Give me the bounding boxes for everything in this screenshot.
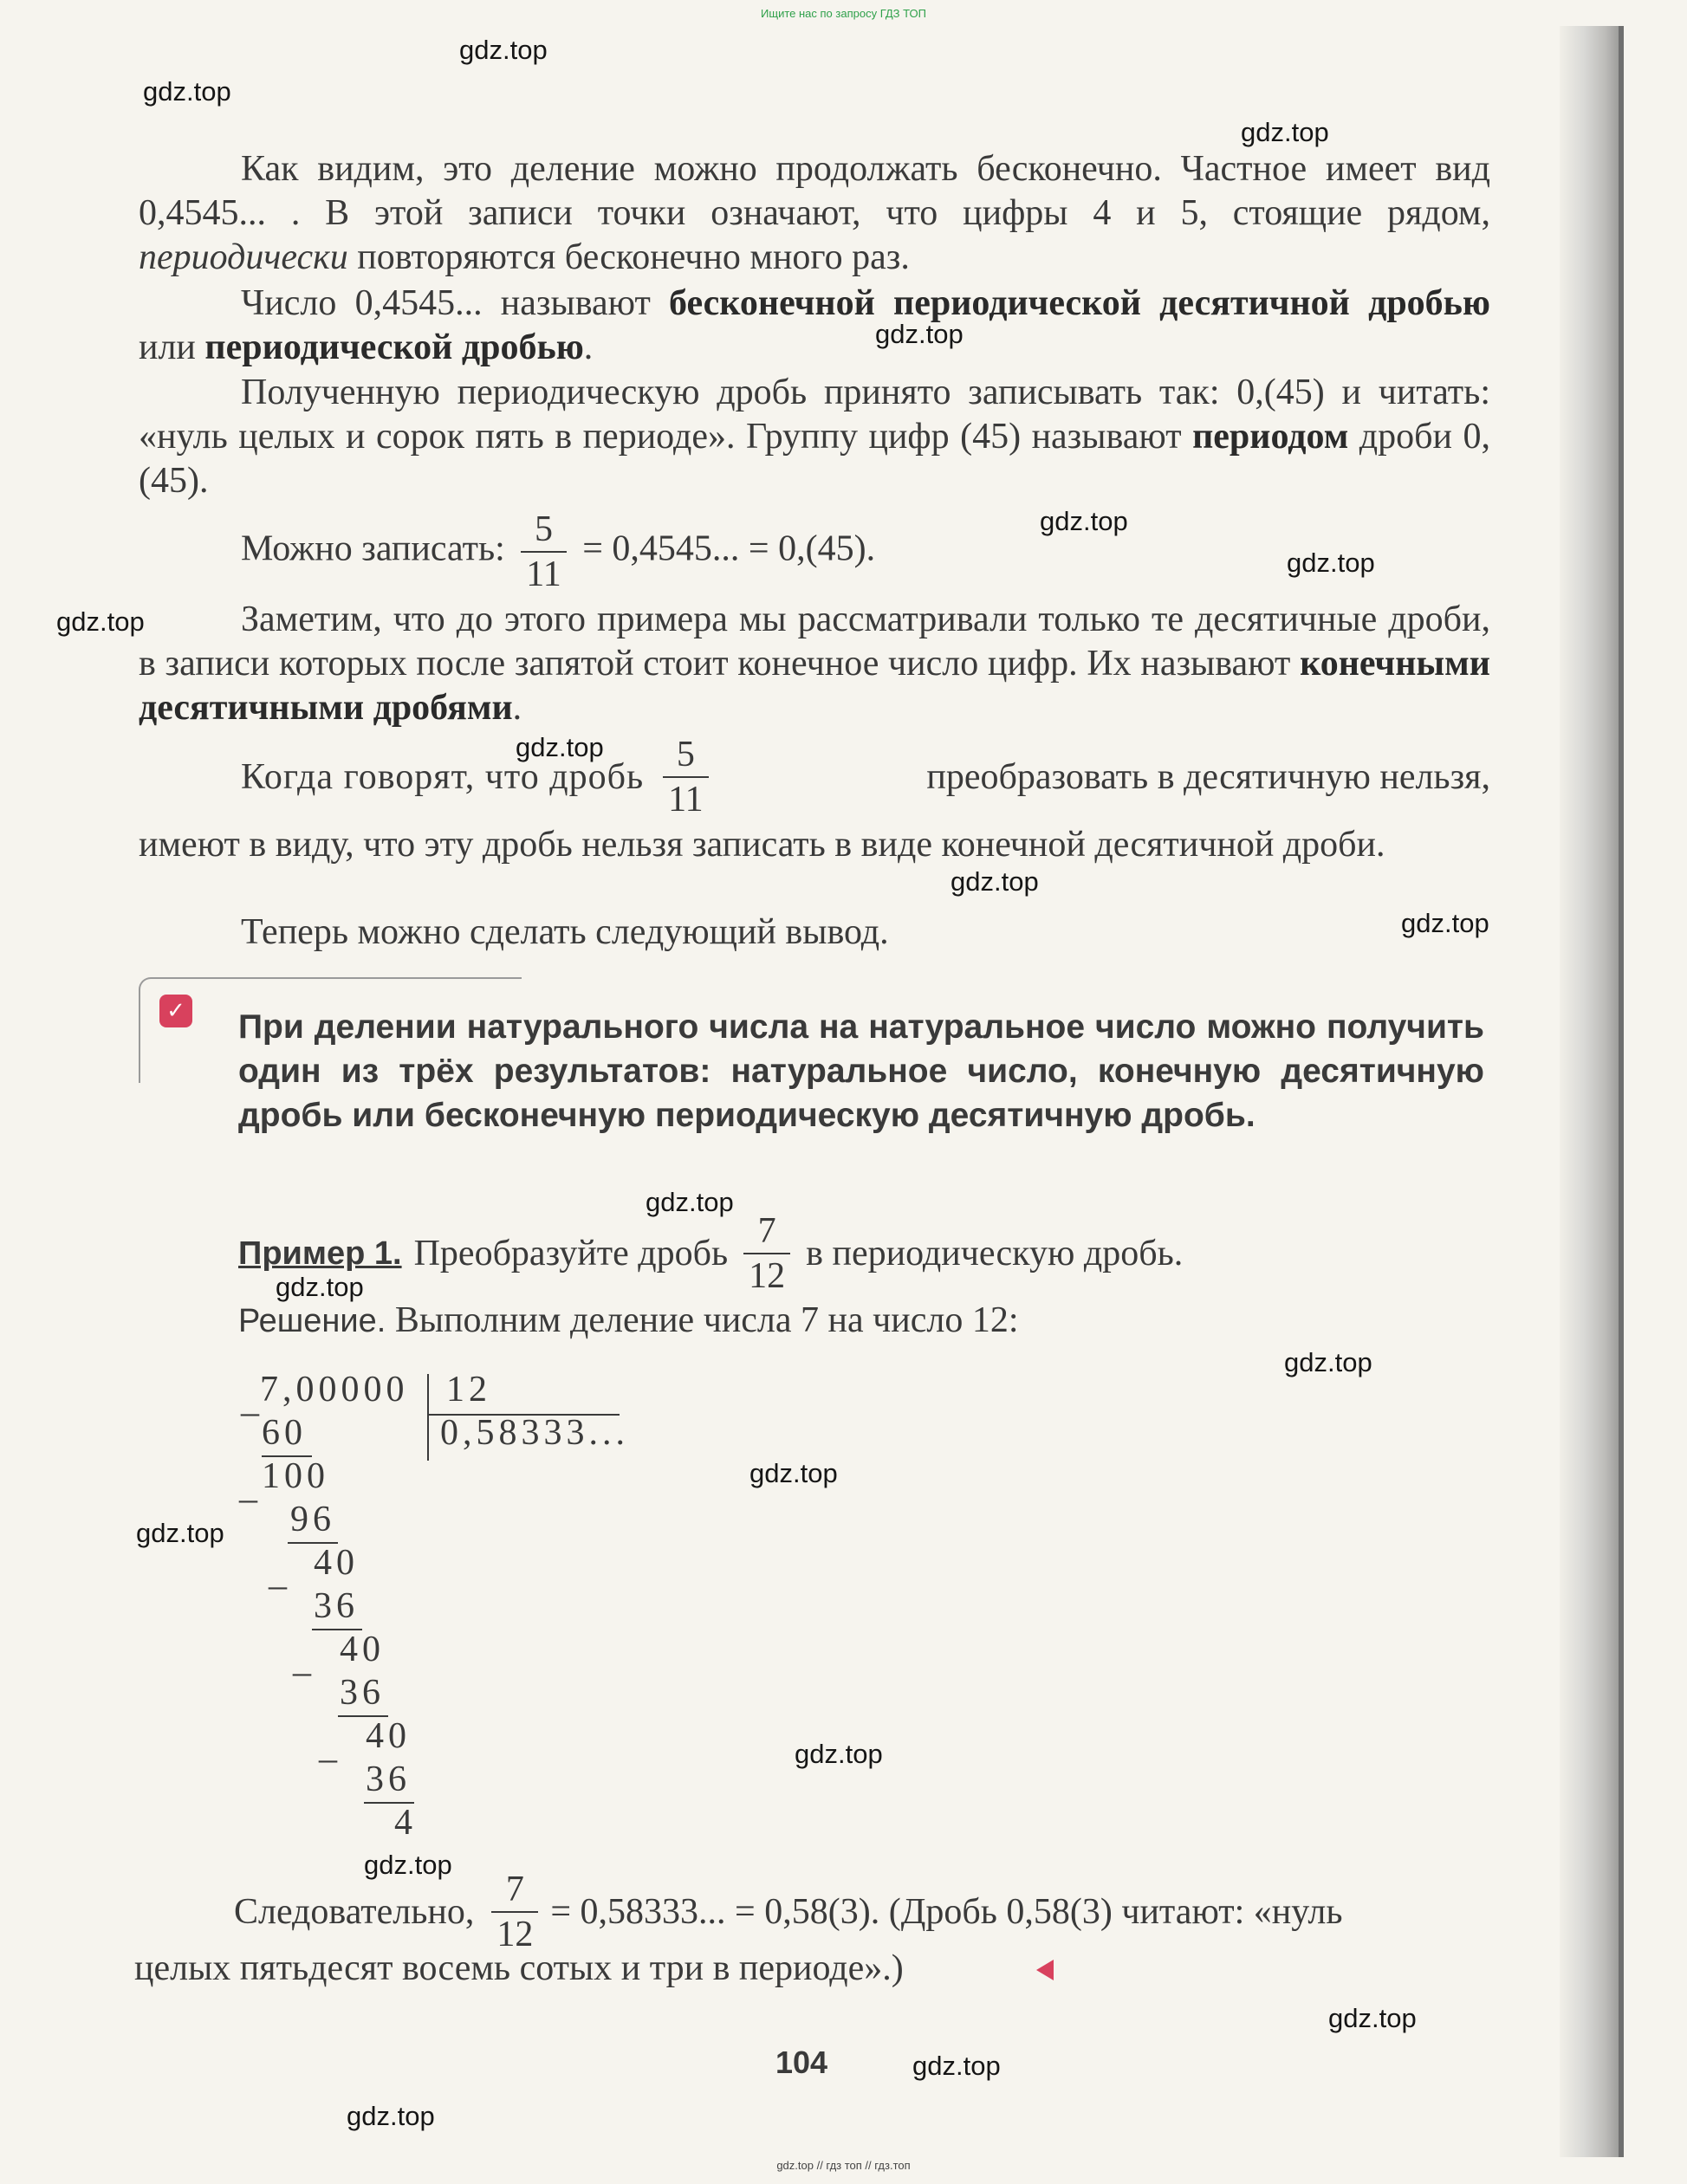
division-step: 40 [314,1543,359,1583]
fraction-numerator: 5 [521,511,566,553]
result-line1 [234,1871,1490,1953]
finite-end: . [512,688,522,728]
finite-term: конечными десятичными дробями [139,644,1490,728]
division-step: 36 [340,1673,385,1713]
fraction-denominator: 12 [496,1915,534,1954]
long-division [234,1369,667,1854]
watermark: gdz.top [143,76,231,107]
minus-sign: _ [319,1727,341,1766]
notation-paragraph [139,371,1490,503]
watermark: gdz.top [1328,2003,1417,2033]
top-banner: Ищите нас по запросу ГДЗ ТОП [761,7,926,20]
equation-5-11 [241,511,875,593]
convert-paragraph-rest [139,823,1490,867]
solution-label: Решение. [238,1303,386,1339]
fraction-denominator: 11 [668,780,704,820]
conclusion-intro: Теперь можно сделать следующий вывод. [241,912,889,952]
notation-end: дроби 0,(45). [139,417,1491,501]
solution-line [238,1299,1019,1341]
example-task [238,1213,1183,1294]
watermark: gdz.top [56,606,145,637]
watermark: gdz.top [1287,548,1375,578]
intro-text: Как видим, это деление можно продолжать бесконечно. Частное имеет вид 0,4545... . В этой записи точки означают, что цифры 4 и 5, стоящие рядом, [139,149,1490,233]
result-line2: целых пятьдесят восемь сотых и три в периоде».) [134,1948,904,1988]
watermark: gdz.top [1284,1347,1372,1377]
rule-text: При делении натурального числа на натуральное число можно получить один из трёх результатов: натуральное число, конечную десятичную дробь или бесконечную периодическую десятичную дробь. [238,1008,1484,1134]
definition-term-1: бесконечной периодической десятичной дробью [669,283,1490,323]
minus-sign: _ [269,1553,291,1593]
quotient: 0,58333... [440,1413,629,1453]
division-vertical-line [427,1374,429,1461]
fraction-5-11-inline [663,736,708,818]
watermark: gdz.top [364,1850,452,1880]
fraction-numerator: 7 [743,1213,790,1254]
definition-paragraph [139,282,1490,370]
division-step: 36 [366,1760,411,1799]
watermark: gdz.top [276,1272,364,1302]
minus-sign: _ [241,1380,263,1420]
minus-sign: _ [239,1467,262,1507]
definition-end: . [583,327,594,367]
watermark: gdz.top [912,2051,1001,2081]
convert-paragraph-line1 [241,736,1490,818]
watermark: gdz.top [1241,117,1329,147]
equation-suffix: = 0,4545... = 0,(45). [582,528,876,569]
fraction-5-11 [521,511,566,593]
fraction-denominator: 11 [526,554,561,594]
convert-text-3: имеют в виду, что эту дробь нельзя записать в виде конечной десятичной дроби. [139,825,1385,865]
page-binding-edge [1619,26,1624,2157]
bottom-banner: gdz.top // гдз топ // гдз.топ [776,2159,911,2172]
page-number: 104 [775,2045,828,2080]
division-step: 60 [262,1413,307,1453]
definition-term-2: периодической дробью [204,327,584,367]
division-step: 96 [290,1500,335,1539]
definition-mid: или [139,327,205,367]
watermark: gdz.top [875,319,964,349]
watermark: gdz.top [795,1739,883,1769]
division-step: 100 [262,1456,329,1496]
result-suffix: = 0,58333... = 0,58(3). (Дробь 0,58(3) читают: «нуль [550,1892,1343,1932]
division-step: 40 [340,1630,385,1669]
finite-text: Заметим, что до этого примера мы рассматривали только те десятичные дроби, в записи которых после запятой стоит конечное число цифр. Их называют [139,599,1490,684]
check-icon: ✓ [159,995,192,1027]
watermark: gdz.top [347,2101,435,2131]
dividend: 7,00000 [260,1370,409,1410]
intro-paragraph [139,147,1490,280]
division-remainder: 4 [394,1803,417,1843]
divisor: 12 [446,1370,491,1410]
page-binding-shadow [1560,26,1620,2157]
watermark: gdz.top [516,732,604,762]
finite-paragraph [139,598,1490,730]
watermark: gdz.top [1040,506,1128,536]
watermark: gdz.top [136,1518,224,1548]
watermark: gdz.top [1401,908,1489,938]
convert-text-2: преобразовать в десятичную нельзя, [926,757,1490,797]
fraction-numerator: 5 [663,736,708,778]
end-of-example-marker [1036,1960,1054,1980]
watermark: gdz.top [459,35,548,65]
equation-prefix: Можно записать: [241,528,505,569]
division-step: 36 [314,1586,359,1626]
intro-text-end: повторяются бесконечно много раз. [347,237,910,277]
notation-term: периодом [1192,417,1349,457]
fraction-denominator: 12 [749,1256,786,1296]
watermark: gdz.top [749,1458,838,1488]
notation-text: Полученную периодическую дробь принято записывать так: 0,(45) и читать: «нуль целых и сорок пять в периоде». Группу цифр (45) называют [139,373,1490,457]
result-prefix: Следовательно, [234,1892,475,1932]
example-label: Пример 1. [238,1235,402,1272]
example-task-suffix: в периодическую дробь. [806,1234,1184,1273]
watermark: gdz.top [951,866,1039,897]
division-step: 40 [366,1716,411,1756]
minus-sign: _ [293,1640,315,1680]
example-task-prefix: Преобразуйте дробь [413,1234,729,1273]
fraction-7-12 [743,1213,790,1294]
definition-text: Число 0,4545... называют [241,283,670,323]
solution-text: Выполним деление числа 7 на число 12: [394,1300,1019,1340]
intro-italic: периодически [139,237,348,277]
fraction-7-12-result [491,1871,538,1953]
convert-text-1: Когда говорят, что дробь [241,757,645,797]
watermark: gdz.top [646,1187,734,1217]
fraction-numerator: 7 [491,1871,538,1913]
